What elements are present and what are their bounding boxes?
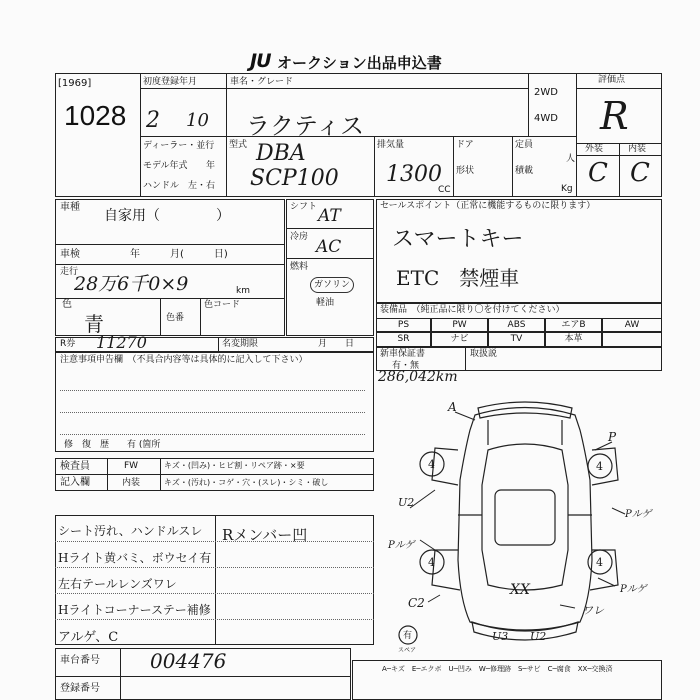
model-year-unit: 年 [206, 161, 216, 171]
inspector-note-4: Hライトコーナーステー補修 [58, 603, 211, 617]
model-code-value: SCP100 [250, 166, 339, 191]
car-roof [495, 490, 555, 545]
cc-unit: CC [438, 185, 451, 195]
handle-label: ハンドル 左・右 [143, 181, 216, 191]
entry-label: 記入欄 [60, 477, 90, 488]
year-code: [1969] [58, 78, 92, 89]
title-due-fields: 月 日 [318, 339, 355, 349]
equip-navi: ナビ [431, 332, 488, 347]
notes-label: 注意事項申告欄 （不具合内容等は具体的に記入して下さい） [60, 355, 308, 365]
ac-label: 冷房 [290, 232, 309, 242]
front-bumper [478, 402, 572, 418]
rating-label: 評価点 [598, 75, 626, 85]
km-unit: km [236, 286, 250, 296]
load-unit: Kg [561, 184, 573, 194]
lot-number: 1028 [64, 100, 127, 131]
equipment-label: 装備品 （純正品に限り〇を付けてください） [380, 305, 565, 315]
doors-label: ドア [456, 140, 474, 150]
recycle-label: R券 [60, 339, 76, 349]
fw-label: FW [124, 461, 139, 471]
left-front-fender [432, 448, 458, 485]
notes-section [55, 352, 374, 452]
model-type-value: DBA [256, 141, 306, 166]
legend-text: A─キズ E─エクボ U─凹み W─修理跡 S─サビ C─腐食 XX─交換済 [382, 665, 613, 673]
mark-right-top: P [608, 430, 617, 444]
rating-value: R [600, 94, 629, 138]
exterior-grade: C [588, 158, 608, 188]
car-name-value: ラクティス [246, 112, 365, 140]
mark-tire-fr: 4 [596, 460, 603, 473]
drive-2wd: 2WD [534, 87, 558, 98]
registration-label: 登録番号 [60, 683, 100, 694]
equip-blank [602, 332, 662, 347]
logo: JU [250, 50, 271, 72]
left-rear-fender [432, 550, 460, 590]
mileage-value: 28万6千0×9 [74, 273, 189, 295]
fuel-label: 燃料 [290, 262, 309, 272]
interior-label: 内装 [628, 144, 647, 154]
inspector-note-2: Hライト黄バミ、ボウセイ有 [58, 551, 212, 565]
equip-leather: 本革 [545, 332, 602, 347]
title-due-label: 名変期限 [222, 339, 259, 349]
inspector-note-right: Rメンバー凹 [222, 526, 308, 544]
category-label: 車種 [60, 202, 80, 213]
car-damage-diagram [380, 390, 670, 650]
first-reg-month: 10 [186, 110, 209, 131]
color-no-label: 色番 [166, 313, 185, 323]
fuel-diesel: 軽油 [316, 298, 335, 308]
drive-4wd: 4WD [534, 113, 558, 124]
recycle-amount: 11270 [96, 333, 147, 352]
inspection-label: 車検 [60, 249, 80, 260]
sales-point-2: ETC 禁煙車 [396, 266, 520, 290]
form-title: オークション出品申込書 [277, 54, 442, 72]
interior-grade: C [630, 158, 650, 188]
mark-rear-right: ワレ [582, 604, 604, 617]
inspector-note-1: シート汚れ、ハンドルスレ [58, 524, 203, 538]
equip-pw: PW [431, 318, 488, 332]
mark-tire-rr: 4 [596, 556, 603, 569]
capacity-unit: 人 [566, 154, 576, 164]
exterior-label: 外装 [585, 144, 604, 154]
mark-right-mid: Pルゲ [625, 509, 652, 520]
rear-bumper [472, 622, 578, 640]
capacity-label: 定員 [515, 140, 534, 150]
color-code-label: 色コード [204, 300, 241, 310]
inspector-note-3: 左右テールレンズワレ [58, 577, 177, 591]
inspector-label: 検査員 [60, 461, 90, 472]
model-type-label: 型式 [229, 140, 248, 150]
warranty-options: 有・無 [392, 361, 420, 371]
mark-top: A [448, 400, 457, 414]
shift-label: シフト [290, 202, 318, 212]
spare-mark: 有 [403, 631, 413, 641]
model-year-label: モデル年式 [143, 161, 188, 171]
car-name-label: 車名・グレード [230, 77, 294, 87]
mileage-label: 走行 [60, 267, 79, 277]
inspector-note-5: アルゲ、C [58, 630, 119, 645]
sales-point-label: セールスポイント（正常に機能するものに限ります） [380, 201, 596, 211]
dealer-label: ディーラー・並行 [143, 141, 215, 151]
repair-history: 修 復 歴 有 (箇所 [64, 440, 161, 450]
displacement-label: 排気量 [377, 140, 405, 150]
mark-rear: XX [510, 582, 530, 598]
sales-point-1: スマートキー [392, 227, 524, 252]
mark-bottom-1: U3 [492, 630, 509, 643]
mark-left-front: U2 [398, 496, 415, 509]
equip-ps: PS [376, 318, 431, 332]
fuel-gasoline: ガソリン [310, 277, 354, 293]
displacement-value: 1300 [386, 162, 442, 187]
equip-abs: ABS [488, 318, 545, 332]
equip-airbag: エアB [545, 318, 602, 332]
first-reg-year: 2 [146, 108, 160, 133]
spare-label: スペア [398, 647, 417, 654]
shape-label: 形状 [456, 166, 475, 176]
mark-left-mid: Pルゲ [388, 540, 415, 551]
equip-aw: AW [602, 318, 662, 332]
category-value: 自家用（ ） [104, 208, 230, 224]
mark-tire-fl: 4 [428, 458, 435, 471]
odometer-note: 286,042km [378, 369, 458, 385]
load-label: 積載 [515, 166, 534, 176]
mark-bottom-2: U2 [530, 630, 547, 643]
shift-value: AT [318, 206, 341, 226]
mark-left-bottom: C2 [408, 596, 425, 610]
manual-label: 取扱説 [470, 349, 498, 359]
warranty-label: 新車保証書 [380, 349, 426, 359]
equip-sr: SR [376, 332, 431, 347]
interior-grade-label: 内装 [122, 478, 141, 488]
color-value: 青 [84, 312, 104, 336]
first-reg-label: 初度登録年月 [143, 77, 198, 87]
chassis-value: 004476 [150, 649, 227, 673]
damage-row-1: キズ・(凹み)・ヒビ割・リペア跡・×要 [164, 461, 305, 470]
inspection-fields: 年 月( 日) [130, 249, 228, 260]
right-rear-fender [590, 550, 618, 590]
mark-tire-rl: 4 [428, 556, 435, 569]
equip-tv: TV [488, 332, 545, 347]
chassis-label: 車台番号 [60, 655, 100, 666]
color-label: 色 [62, 299, 72, 310]
ac-value: AC [316, 237, 342, 257]
mark-right-bottom: Pルゲ [620, 584, 647, 595]
damage-row-2: キズ・(汚れ)・コゲ・穴・(スレ)・シミ・破し [164, 478, 329, 487]
